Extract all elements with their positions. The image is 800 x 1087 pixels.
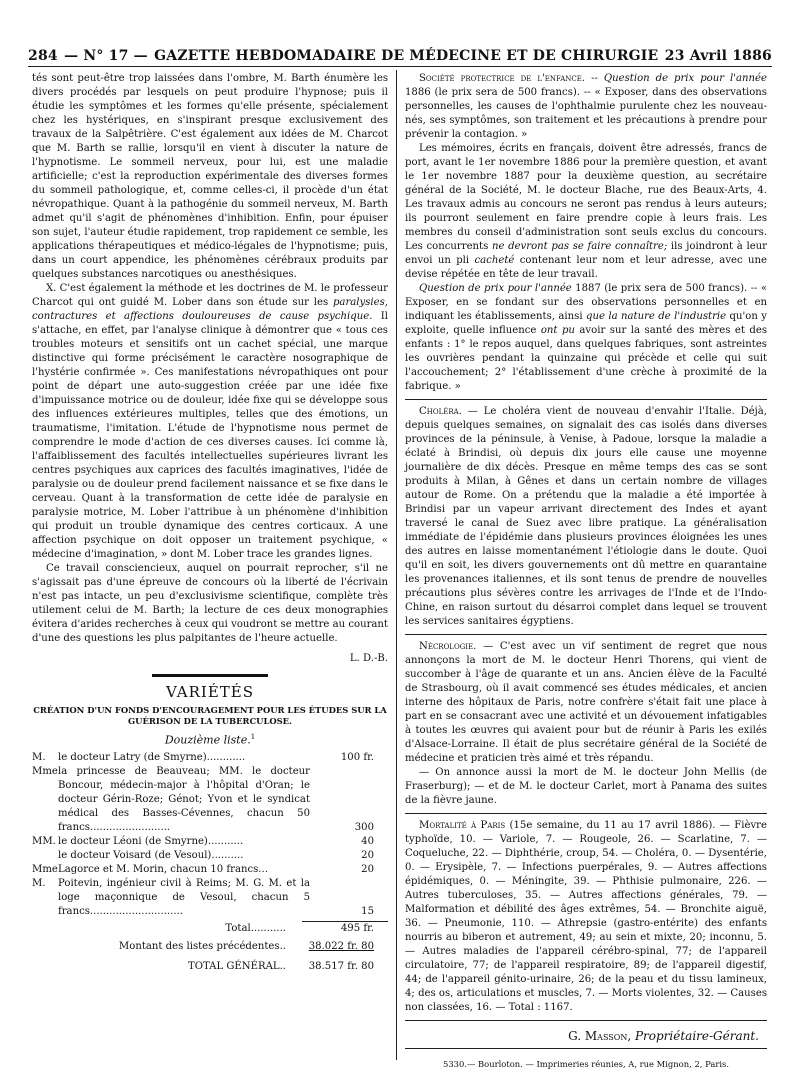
donation-name: Lagorce et M. Morin, chacun 10 francs... <box>58 863 268 875</box>
liste-title: Douzième liste.$^1$ <box>164 733 256 747</box>
necrologie-addendum: — On annonce aussi la mort de M. le docteur John Mellis (de Fraserburg); — et de M. le docteur Carlet, mort à Panama des suites de la fièvre jaune. <box>405 767 767 806</box>
paragraph-barth: tés sont peut-être trop laissées dans l'ombre, M. Barth énumère les divers procédés par lesquels on peut produire l'hypnose; puis il étudie les symptômes et les formes qu'elle présente, spécialement chez les hystériques, en s'inspirant presque exclusivement des travaux de la Salpêtrière. C'est également aux idées de M. Charcot que M. Barth se rallie, lorsqu'il en vient à discuter la nature de l'hypnotisme. Le sommeil nerveux, pour lui, est une maladie artificielle; c'est la reproduction expérimentale des diverses formes du sommeil pathologique, et, comme celles-ci, il procède d'un état névropathique. Quant à la pathogénie du sommeil nerveux, M. Barth admet qu'il s'agit de phénomènes d'inhibition. Enfin, pour épuiser son sujet, l'auteur étudie rapidement, trop rapidement ce semble, les applications thérapeutiques et médico-légales de l'hypnotisme; puis, dans un court appendice, les phénomènes cérébraux produits par quelques substances narcotiques ou anesthésiques. <box>32 73 388 280</box>
donation-amount: 20 <box>361 863 374 875</box>
donation-prefix: M. <box>32 877 46 889</box>
totals-table <box>32 922 388 974</box>
donation-row <box>32 751 388 765</box>
journal-title: GAZETTE HEBDOMADAIRE DE MÉDECINE ET DE CHIRURGIE <box>154 48 659 64</box>
donation-prefix: Mme <box>32 863 58 875</box>
printer-footer: 5330.— Bourloton. — Imprimeries réunies, A, rue Mignon, 2, Paris. <box>443 1059 729 1069</box>
previous-lists-row: Montant des listes précédentes.. 38.022 fr. 80 <box>118 940 374 952</box>
necrologie-article: Nécrologie. — C'est avec un vif sentiment de regret que nous annonçons la mort de M. le docteur Henri Thorens, qui vient de succomber à l'âge de quarante et un ans. Ancien élève de la Faculté de Strasbourg, où il avait commencé ses études médicales, et ancien interne des hôpitaux de Paris, notre confrère s'était fait une place à part en se consacrant avec une activité et un dévouement infatigables à toutes les œuvres qui avaient pour but de réunir à Paris les exilés d'Alsace-Lorraine. Il était de plus secrétaire général de la Société de médecine et praticien très aimé et très répandu. <box>405 641 767 764</box>
creation-title: CRÉATION D'UN FONDS D'ENCOURAGEMENT POUR LES ÉTUDES SUR LA GUÉRISON DE LA TUBERCULOSE. <box>33 705 387 726</box>
grand-total-row: TOTAL GÉNÉRAL.. 38.517 fr. 80 <box>187 960 374 972</box>
signature: L. D.-B. <box>349 653 388 664</box>
separator <box>405 813 767 814</box>
paragraph-lober: X. C'est également la méthode et les doctrines de M. le professeur Charcot qui ont guidé M. Lober dans son étude sur les paralysies, contractures et affections douloureuses de cause psychique. Il s'attache, en effet, par l'analyse clinique à démontrer que « tous ces troubles moteurs et sensitifs ont un cachet spécial, une marque distinctive qui forme précisément le caractère nosographique de l'hystérie confirmée ». Ces manifestations névropathiques ont pour point de départ une auto-suggestion créée par une idée fixe d'impuissance motrice ou de douleur, idée fixe qui se développe sous des influences extérieures multiples, telles que des émotions, un traumatisme, l'imitation. L'étude de l'hypnotisme nous permet de comprendre le mode d'action de ces diverses causes. Ici comme là, l'affaiblissement des facultés intellectuelles supérieures livrant les centres psychiques aux caprices des facultés imaginatives, l'idée de paralysie ou de douleur prend facilement naissance et se fixe dans le cerveau. Quant à la transformation de cette idée de paralysie en paralysie motrice, M. Lober l'attribue à un phénomène d'inhibition qui produit un trouble dynamique des centres corticaux. A une affection psychique on doit opposer un traitement psychique, « médecine d'imagination, » dont M. Lober trace les grandes lignes. <box>32 283 388 560</box>
mortalite-article: Mortalité à Paris (15e semaine, du 11 au 17 avril 1886). — Fièvre typhoïde, 10. — Variole, 7. — Rougeole, 26. — Scarlatine, 7. — Coqueluche, 22. — Diphthérie, croup, 54. — Choléra, 0. — Dysentérie, 0. — Erysipèle, 7. — Infections puerpérales, 9. — Autres affections épidémiques, 0. — Méningite, 39. — Phthisie pulmonaire, 226. — Autres tuberculoses, 35. — Autres affections générales, 79. — Malformation et débilité des âges extrêmes, 54. — Bronchite aiguë, 36. — Pneumonie, 110. — Athrepsie (gastro-entérite) des enfants nourris au biberon et autrement, 49; au sein et mixte, 20; inconnu, 5. — Autres maladies de l'appareil cérébro-spinal, 77; de l'appareil circulatoire, 77; de l'appareil respiratoire, 89; de l'appareil digestif, 44; de l'appareil génito-urinaire, 26; de la peau et du tissu lamineux, 4; des os, articulations et muscles, 7. — Morts violentes, 32. — Causes non classées, 16. — Total : 1167. <box>405 820 767 1013</box>
donation-name: la princesse de Beauveau; MM. le docteur Boncour, médecin-major à l'hôpital d'Oran; le docteur Gérin-Roze; Génot; Yvon et le syndicat médical des Basses-Cévennes, chacun 50 francs......................... <box>58 765 310 833</box>
donation-name: le docteur Voisard (de Vesoul).......... <box>58 849 244 861</box>
donation-row <box>32 863 388 877</box>
section-rule <box>152 674 268 677</box>
donation-amount: 20 <box>361 849 374 861</box>
page-number: 284 <box>28 48 58 64</box>
donation-amount: 100 fr. <box>340 751 374 763</box>
donation-row <box>32 877 388 919</box>
cholera-article: Choléra. — Le choléra vient de nouveau d'envahir l'Italie. Déjà, depuis quelques semaines, on signalait des cas isolés dans diverses provinces de la péninsule, à Venise, à Padoue, lorsque la maladie a éclaté à Brindisi, où depuis dix jours elle cause une moyenne journalière de dix décès. Presque en même temps des cas se sont produits à Milan, à Gênes et dans un certain nombre de villages autour de Rome. On a prétendu que la maladie a été importée à Brindisi par un vapeur arrivant directement des Indes et ayant traversé le canal de Suez avec libre pratique. La généralisation immédiate de l'épidémie dans plusieurs provinces éloignées les unes des autres en laisse momentanément l'étiologie dans le doute. Quoi qu'il en soit, les divers gouvernements ont dû mettre en quarantaine les provenances italiennes, et ils sont tenus de prendre de nouvelles précautions plus sévères contre les arrivages de l'Inde et de l'Indo-Chine, en raison surtout du désarroi complet dans lequel se trouvent les services sanitaires égyptiens. <box>405 406 767 627</box>
separator <box>405 1048 767 1049</box>
column-divider <box>396 70 397 1060</box>
separator <box>405 399 767 400</box>
right-column <box>405 72 767 1071</box>
issue-number: — N° 17 — <box>64 48 148 64</box>
total-row: Total........... 495 fr. <box>225 922 374 934</box>
paragraph-conclusion: Ce travail consciencieux, auquel on pourrait reprocher, s'il ne s'agissait pas d'une épreuve de concours où la liberté de l'écrivain n'est pas intacte, un peu d'exclusivisme scientifique, complète très utilement celui de M. Barth; la lecture de ces deux monographies évitera d'arides recherches à ceux qui voudront se mettre au courant d'une des questions les plus palpitantes de l'heure actuelle. <box>32 563 388 644</box>
donation-prefix: Mme <box>32 765 58 777</box>
donation-name: le docteur Léoni (de Smyrne)........... <box>58 835 244 847</box>
left-column <box>32 72 388 974</box>
donation-prefix: MM. <box>32 835 56 847</box>
varietes-title: VARIÉTÉS <box>165 683 255 701</box>
donation-amount: 300 <box>354 821 374 833</box>
separator <box>405 1020 767 1021</box>
donation-name: Poitevin, ingénieur civil à Reims; M. G. M. et la loge maçonnique de Vesoul, chacun 5 francs............................. <box>58 877 310 917</box>
issue-date: 23 Avril 1886 <box>664 48 772 64</box>
donation-prefix <box>32 849 58 863</box>
publisher-signature: G. Masson, Propriétaire-Gérant. <box>568 1029 759 1043</box>
header-rule <box>28 66 772 67</box>
donation-name: le docteur Latry (de Smyrne)............ <box>58 751 246 763</box>
societe-question-1887: Question de prix pour l'année 1887 (le prix sera de 500 francs). -- « Exposer, en se fondant sur des observations personnelles et en indiquant les établissements, ainsi que la nature de l'industrie qu'on y exploite, quelle influence ont pu avoir sur la santé des mères et des enfants : 1° le repos auquel, dans quelques fabriques, sont astreintes les ouvrières pendant la quinzaine qui précède et celle qui suit l'accouchement; 2° l'établissement d'une crèche à proximité de la fabrique. » <box>405 283 768 392</box>
societe-protectrice: Société protectrice de l'enfance. -- Question de prix pour l'année 1886 (le prix sera de 500 francs). -- « Exposer, dans des observations personnelles, les causes de l'ophthalmie purulente chez les nouveau-nés, ses symptômes, son traitement et les précautions à prendre pour prévenir la contagion. » <box>405 73 768 140</box>
page-header <box>28 38 772 64</box>
donation-row <box>32 835 388 849</box>
donation-row <box>32 849 388 863</box>
donation-table <box>32 751 388 919</box>
donation-prefix: M. <box>32 751 46 763</box>
donation-amount: 40 <box>361 835 374 847</box>
societe-conditions: Les mémoires, écrits en français, doivent être adressés, francs de port, avant le 1er novembre 1886 pour la première question, et avant le 1er novembre 1887 pour la deuxième question, au secrétaire général de la Société, M. le docteur Blache, rue des Beaux-Arts, 4. Les travaux admis au concours ne seront pas rendus à leurs auteurs; ils pourront seulement en faire prendre copie à leurs frais. Les membres du conseil d'administration sont seuls exclus du concours. Les concurrents ne devront pas se faire connaître; ils joindront à leur envoi un pli cacheté contenant leur nom et leur adresse, avec une devise répétée en tête de leur travail. <box>405 143 767 280</box>
separator <box>405 634 767 635</box>
donation-amount: 15 <box>361 905 374 917</box>
donation-row <box>32 765 388 835</box>
